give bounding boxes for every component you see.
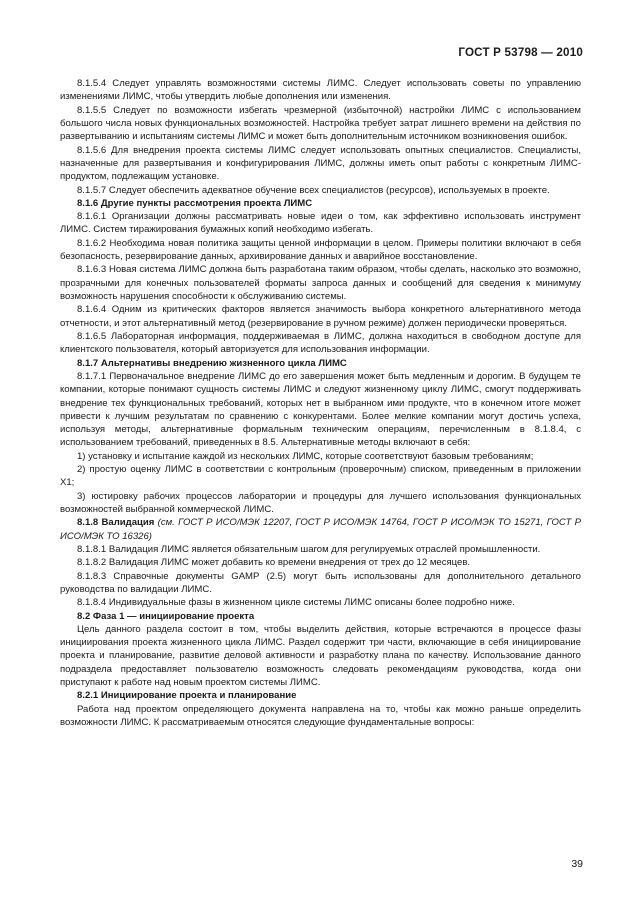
paragraph: 8.1.6.2 Необходима новая политика защиты ценной информации в целом. Примеры политики включают в себя безопасность, резервирование данных, архивирование данных и аварийное восстановление. (60, 237, 581, 263)
paragraph: 8.1.6.1 Организации должны рассматривать новые идеи о том, как эффективно использовать инструмент ЛИМС. Систем тиражирования бумажных копий необходимо избегать. (60, 211, 581, 236)
paragraph: 8.1.6.4 Одним из критических факторов является значимость выбора конкретного альтернативного метода отчетности, и этот альтернативный метод (резервирование в ручном режиме) должен периодически проверяться. (60, 304, 581, 329)
validation-heading-lead: 8.1.8 Валидация (77, 517, 155, 529)
paragraph: 8.1.5.6 Для внедрения проекта системы ЛИМС следует использовать опытных специалистов. Специалисты, назначенные для развертывания и конфигурирования ЛИМС, должны иметь опыт работы с конкретным ЛИМС-продуктом, подлежащим установке. (60, 144, 581, 183)
paragraph: 8.1.7.1 Первоначальное внедрение ЛИМС до его завершения может быть медленным и дорогим. В будущем те компании, которые понимают сущность системы ЛИМС и следуют жизненному циклу ЛИМС, смогут поддерживать внедрение тех функциональных требований, которых нет в выбранном ими продукте, что в конечном итоге может привести к лучшим результатам по сравнению с конкурентами. Более мелкие компании могут достичь успеха, используя методы, альтернативные формальным техническим операциям, перечисленным в 8.1.8.4, с использованием требований, приведенных в 8.5. Альтернативные методы включают в себя: (60, 370, 581, 449)
paragraph: Работа над проектом определяющего документа направлена на то, чтобы как можно раньше определить возможности ЛИМС. К рассматриваемым относятся следующие фундаментальные вопросы: (60, 703, 581, 728)
paragraph: Цель данного раздела состоит в том, чтобы выделить действия, которые встречаются в процессе фазы инициирования проекта жизненного цикла ЛИМС. Раздел содержит три части, включающие в себя инициирование проекта и планирование, развитие деловой активности и разработку плана по качеству. Использование данного подраздела предоставляет пользователю возможность следовать рекомендациям руководства, когда они приступают к работе над новым проектом системы ЛИМС. (60, 623, 581, 689)
validation-references: (см. ГОСТ Р ИСО/МЭК 12207, ГОСТ Р ИСО/МЭК 14764, ГОСТ Р ИСО/МЭК ТО 15271, ГОСТ Р ИСО/МЭК ТО 16326) (60, 517, 582, 542)
paragraph: 8.1.6.3 Новая система ЛИМС должна быть разработана таким образом, чтобы сделать, насколько это возможно, прозрачными для конечных пользователей форматы запроса данных и сообщений для сведения к минимуму возможность нарушения способности к обслуживанию системы. (60, 264, 581, 302)
paragraph: 8.1.8.1 Валидация ЛИМС является обязательным шагом для регулируемых отраслей промышленности. (77, 543, 541, 555)
paragraph: 8.1.8.2 Валидация ЛИМС может добавить ко времени внедрения от трех до 12 месяцев. (77, 557, 471, 569)
paragraph: 8.1.6.5 Лабораторная информация, поддерживаемая в ЛИМС, должна находиться в свободном доступе для клиентского пользователя, который авторизуется для использования информации. (60, 330, 581, 356)
section-heading: 8.1.7 Альтернативы внедрению жизненного цикла ЛИМС (77, 357, 347, 369)
paragraph: 8.1.8.3 Справочные документы GAMP (2.5) могут быть использованы для дополнительного детального руководства по валидации ЛИМС. (60, 570, 581, 595)
standard-header: ГОСТ Р 53798 — 2010 (458, 46, 583, 59)
page-number: 39 (571, 858, 583, 870)
list-item: 2) простую оценку ЛИМС в соответствии с контрольным (проверочным) списком, приведенным в приложении Х1; (60, 464, 581, 489)
paragraph: 8.1.5.5 Следует по возможности избегать чрезмерной (избыточной) настройки ЛИМС с использованием большого числа новых функциональных возможностей. Настройка требует затрат лишнего времени на действия по развертыванию и испытаниям системы ЛИМС и может быть дополнительным источником возникновения ошибок. (60, 104, 581, 143)
list-item: 3) юстировку рабочих процессов лаборатории и процедуры для лучшего использования функциональных возможностей выбранной коммерческой ЛИМС. (60, 490, 581, 515)
section-heading: 8.2 Фаза 1 — инициирование проекта (77, 610, 255, 622)
paragraph: 8.1.5.7 Следует обеспечить адекватное обучение всех специалистов (ресурсов), используемых в проекте. (77, 184, 550, 196)
list-item: 1) установку и испытание каждой из нескольких ЛИМС, которые соответствуют базовым требованиям; (77, 450, 534, 462)
section-heading: 8.2.1 Инициирование проекта и планирование (77, 690, 297, 702)
paragraph: 8.1.5.4 Следует управлять возможностями системы ЛИМС. Следует использовать советы по управлению изменениями ЛИМС, чтобы утвердить любые дополнения или изменения. (60, 78, 581, 103)
document-body (60, 77, 581, 729)
paragraph: 8.1.8.4 Индивидуальные фазы в жизненном цикле системы ЛИМС описаны более подробно ниже. (77, 597, 515, 609)
validation-heading (60, 516, 581, 543)
section-heading: 8.1.6 Другие пункты рассмотрения проекта ЛИМС (77, 197, 313, 209)
